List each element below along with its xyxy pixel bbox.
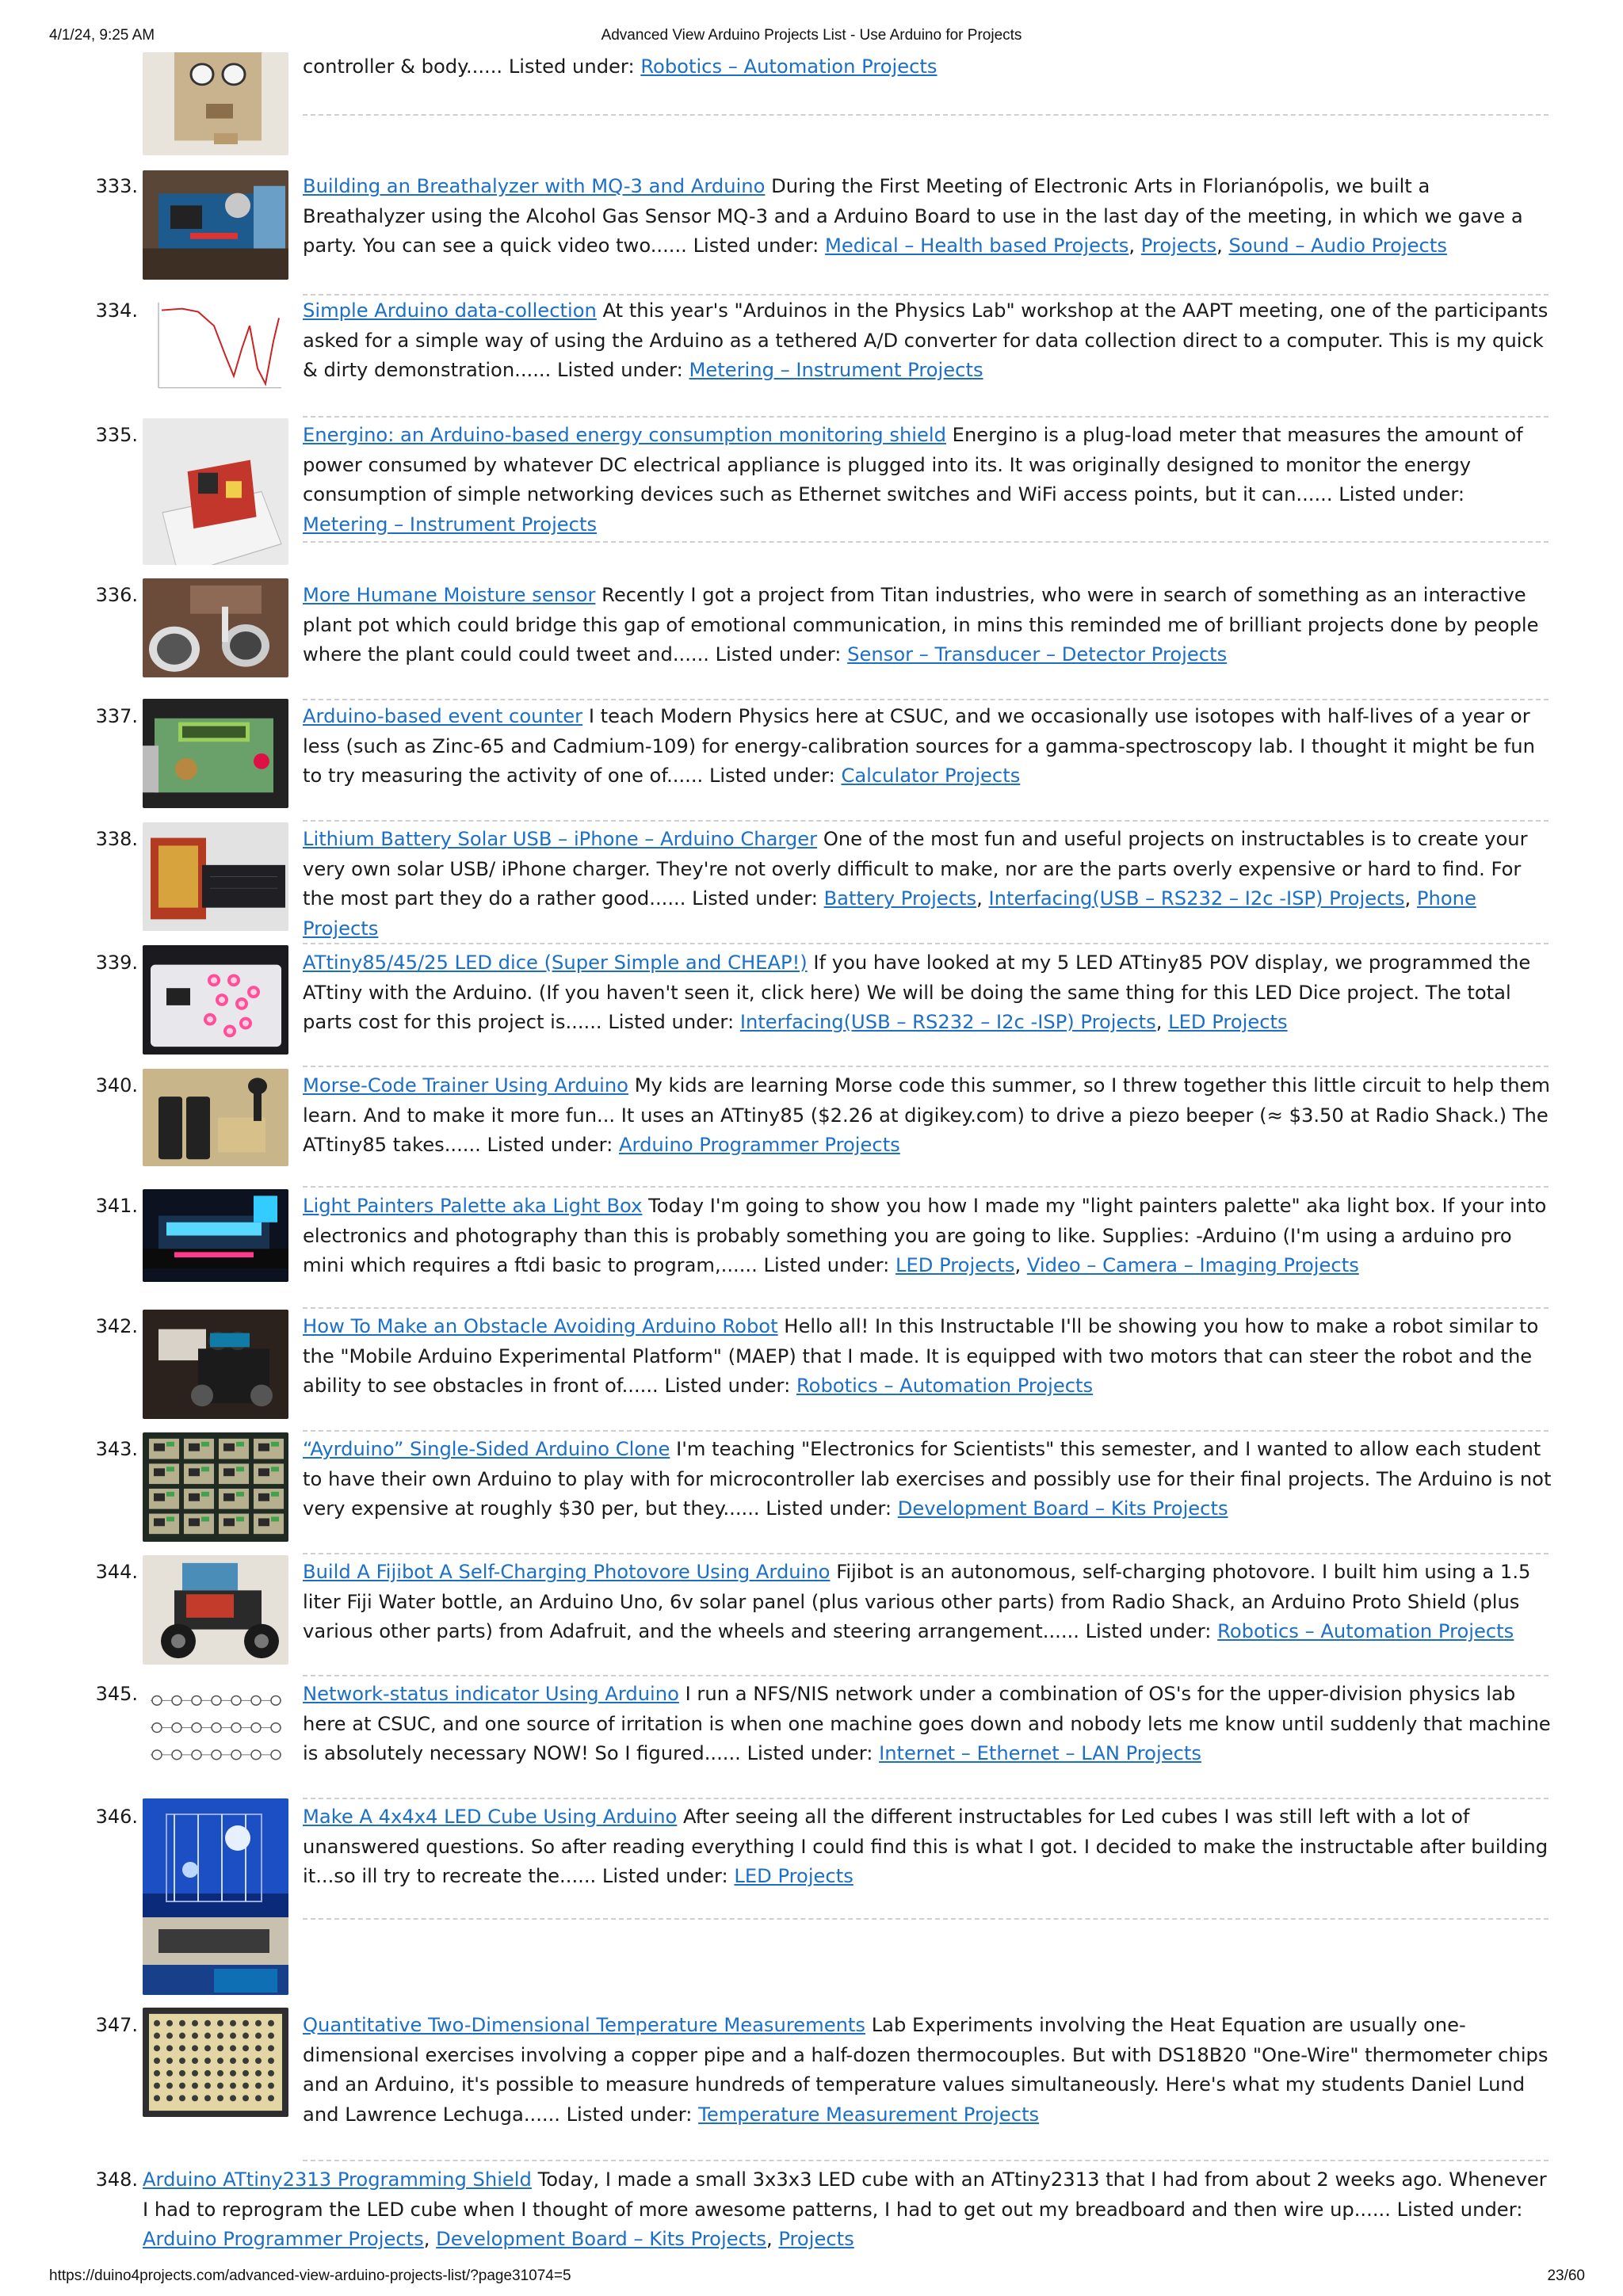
listed-under-label: Listed under: (557, 359, 683, 381)
listed-under-label: Listed under: (1338, 483, 1465, 505)
print-datetime: 4/1/24, 9:25 AM (49, 27, 155, 44)
project-entry: Arduino ATtiny2313 Programming Shield Today, I made a small 3x3x3 LED cube with an ATtiny2313 that I had from about 2 weeks ago. Whenever I had to reprogram the LED cube when I thought of more awesome patterns, I had to get out my breadboard and then wire up...... Listed under: Arduino Programmer Projects, Development Board – Kits Projects, Projects (143, 2168, 1547, 2250)
project-title-link[interactable]: Arduino-based event counter (303, 705, 583, 727)
category-link[interactable]: Robotics – Automation Projects (796, 1375, 1094, 1397)
project-thumbnail[interactable] (143, 945, 288, 1055)
project-description: Today, I made a small 3x3x3 LED cube with an ATtiny2313 that I had from about 2 weeks ago. Whenever I had to reprogram the LED cube when I thought of more awesome patterns, I had to get out my breadboard and then wire up...... (143, 2168, 1547, 2221)
listed-under-label: Listed under: (692, 887, 818, 910)
category-link[interactable]: LED Projects (896, 1254, 1015, 1276)
project-description: controller & body...... (303, 55, 503, 78)
category-link[interactable]: Arduino Programmer Projects (619, 1134, 900, 1156)
project-description: After seeing all the different instructables for Led cubes I was still left with a lot of unanswered questions. So after reading everything I could find this is what I got. I decided to make the instructable after building it...so ill try to recreate the...... (303, 1806, 1549, 1887)
project-title-link[interactable]: Light Painters Palette aka Light Box (303, 1195, 643, 1217)
entry-separator (303, 820, 1549, 822)
category-link[interactable]: Medical – Health based Projects (825, 235, 1129, 257)
entry-separator (303, 1307, 1549, 1309)
page-title: Advanced View Arduino Projects List - Use Arduino for Projects (601, 27, 1022, 44)
entry-number: 344. (95, 1561, 138, 1583)
project-title-link[interactable]: Morse-Code Trainer Using Arduino (303, 1074, 628, 1097)
category-link[interactable]: Interfacing(USB – RS232 – I2c -ISP) Projects (739, 1011, 1156, 1033)
project-entry (303, 1312, 1555, 1402)
project-entry (303, 581, 1555, 670)
listed-under-label: Listed under: (566, 2103, 693, 2126)
project-entry: Building an Breathalyzer with MQ-3 and Arduino During the First Meeting of Electronic Arts in Florianópolis, we built a Breathalyzer using the Alcohol Gas Sensor MQ-3 and a Arduino Board to use in the last day of the meeting, in which we gave a party. You can see a quick video two...... Listed under: Medical – Health based Projects, Projects, Sound – Audio Projects (303, 175, 1523, 257)
project-thumbnail[interactable] (143, 578, 288, 677)
entry-number: 342. (95, 1315, 138, 1337)
entry-separator (303, 1798, 1549, 1799)
project-thumbnail[interactable] (143, 1677, 288, 1786)
category-link[interactable]: Robotics – Automation Projects (640, 55, 938, 78)
listed-under-label: Listed under: (508, 55, 635, 78)
category-link[interactable]: Development Board – Kits Projects (897, 1497, 1228, 1520)
project-description: I'm teaching "Electronics for Scientists" this semester, and I wanted to allow each student to have their own Arduino to play with for microcontroller lab exercises and possibly use for their final projects. The Arduino is not very expensive at roughly $30 per, but they...... (303, 1438, 1552, 1520)
project-entry (303, 1071, 1555, 1161)
listed-under-label: Listed under: (693, 235, 819, 257)
project-thumbnail[interactable] (143, 2008, 288, 2117)
category-link[interactable]: Sound – Audio Projects (1228, 235, 1447, 257)
project-title-link[interactable]: Network-status indicator Using Arduino (303, 1683, 679, 1705)
category-link[interactable]: Battery Projects (823, 887, 977, 910)
project-entry: ATtiny85/45/25 LED dice (Super Simple and CHEAP!) If you have looked at my 5 LED ATtiny85 POV display, we programmed the ATtiny with the Arduino. (If you haven't seen it, click here) We will be doing the same thing for this LED Dice project. The total parts cost for this project is...... Listed under: Interfacing(USB – RS232 – I2c -ISP) Projects, LED Projects (303, 952, 1531, 1033)
entry-number: 339. (95, 952, 138, 974)
project-thumbnail[interactable] (143, 1798, 288, 1995)
project-title-link[interactable]: Arduino ATtiny2313 Programming Shield (143, 2168, 532, 2191)
listed-under-label: Listed under: (747, 1742, 873, 1764)
entry-number: 345. (95, 1683, 138, 1705)
project-thumbnail[interactable] (143, 699, 288, 808)
category-link[interactable]: Robotics – Automation Projects (1217, 1620, 1514, 1642)
project-entry (303, 1802, 1555, 1892)
project-entry (303, 421, 1555, 540)
entry-number: 337. (95, 705, 138, 727)
project-description: I run a NFS/NIS network under a combination of OS's for the upper-division physics lab here at CSUC, and one source of irritation is when one machine goes down and nobody lets me know until suddenly that machine is absolutely necessary NOW! So I figured...... (303, 1683, 1551, 1764)
page-number: 23/60 (1547, 2267, 1585, 2284)
project-title-link[interactable]: More Humane Moisture sensor (303, 584, 596, 606)
entry-number: 346. (95, 1806, 138, 1828)
project-entry: Lithium Battery Solar USB – iPhone – Arduino Charger One of the most fun and useful projects on instructables is to create your very own solar USB/ iPhone charger. They're not overly difficult to make, nor are the parts overly expensive or hard to find. For the most part they do a rather good...... Listed under: Battery Projects, Interfacing(USB – RS232 – I2c -ISP) Projects, Phone Projects (303, 828, 1528, 940)
project-title-link[interactable]: Building an Breathalyzer with MQ-3 and Arduino (303, 175, 766, 197)
category-link[interactable]: Projects (1140, 235, 1217, 257)
project-title-link[interactable]: Energino: an Arduino-based energy consumption monitoring shield (303, 424, 946, 446)
project-thumbnail[interactable] (143, 822, 288, 931)
project-title-link[interactable]: Make A 4x4x4 LED Cube Using Arduino (303, 1806, 678, 1828)
project-description: Hello all! In this Instructable I'll be showing you how to make a robot similar to the "Mobile Arduino Experimental Platform" (MAEP) that I made. It is equipped with two motors that can steer the robot and the ability to see obstacles in front of...... (303, 1315, 1539, 1397)
entry-number: 347. (95, 2014, 138, 2036)
entry-number: 333. (95, 175, 138, 197)
project-title-link[interactable]: Simple Arduino data-collection (303, 299, 597, 322)
entry-number: 338. (95, 828, 138, 850)
entry-separator (303, 1430, 1549, 1432)
project-description: I teach Modern Physics here at CSUC, and we occasionally use isotopes with half-lives of a year or less (such as Zinc-65 and Cadmium-109) for energy-calibration sources for a gamma-spectroscopy lab. I thought it might be fun to try measuring the activity of one of...... (303, 705, 1535, 787)
project-title-link[interactable]: How To Make an Obstacle Avoiding Arduino Robot (303, 1315, 778, 1337)
category-link[interactable]: Development Board – Kits Projects (436, 2228, 766, 2250)
project-entry (303, 1558, 1555, 1647)
entry-number: 336. (95, 584, 138, 606)
entry-separator (303, 541, 1549, 543)
listed-under-label: Listed under: (1396, 2198, 1523, 2221)
category-link[interactable]: LED Projects (1168, 1011, 1288, 1033)
page-url: https://duino4projects.com/advanced-view-arduino-projects-list/?page31074=5 (49, 2267, 571, 2284)
project-thumbnail[interactable] (143, 1189, 288, 1282)
project-entry (303, 52, 1555, 82)
project-thumbnail[interactable] (143, 1069, 288, 1166)
entry-number: 343. (95, 1438, 138, 1460)
listed-under-label: Listed under: (664, 1375, 791, 1397)
listed-under-label: Listed under: (1085, 1620, 1212, 1642)
listed-under-label: Listed under: (608, 1011, 735, 1033)
project-thumbnail[interactable] (143, 295, 288, 403)
project-description: During the First Meeting of Electronic Arts in Florianópolis, we built a Breathalyzer using the Alcohol Gas Sensor MQ-3 and a Arduino Board to use in the last day of the meeting, in which we gave a party. You can see a quick video two...... (303, 175, 1523, 257)
category-link[interactable]: Phone Projects (303, 887, 1476, 940)
category-link[interactable]: Video – Camera – Imaging Projects (1026, 1254, 1359, 1276)
entry-separator (303, 699, 1549, 700)
project-entry: Light Painters Palette aka Light Box Today I'm going to show you how I made my "light painters palette" aka light box. If your into electronics and photography than this is probably something you are going to like. Supplies: -Arduino (I'm using a arduino pro mini which requires a ftdi basic to program,...... Listed under: LED Projects, Video – Camera – Imaging Projects (303, 1195, 1547, 1276)
listed-under-label: Listed under: (763, 1254, 890, 1276)
entry-separator (303, 416, 1549, 418)
category-link[interactable]: Calculator Projects (841, 765, 1021, 787)
project-entry (303, 1435, 1555, 1524)
category-link[interactable]: Interfacing(USB – RS232 – I2c -ISP) Projects (988, 887, 1405, 910)
project-title-link[interactable]: “Ayrduino” Single-Sided Arduino Clone (303, 1438, 670, 1460)
entry-number: 340. (95, 1074, 138, 1097)
project-entry (303, 702, 1555, 791)
entry-separator (303, 1675, 1549, 1676)
listed-under-label: Listed under: (766, 1497, 892, 1520)
entry-number: 341. (95, 1195, 138, 1217)
category-link[interactable]: Arduino Programmer Projects (143, 2228, 424, 2250)
project-description: One of the most fun and useful projects on instructables is to create your very own solar USB/ iPhone charger. They're not overly difficult to make, nor are the parts overly expensive or hard to find. For the most part they do a rather good...... (303, 828, 1528, 910)
project-description: Recently I got a project from Titan industries, who were in search of something as an interactive plant pot which could bridge this gap of emotional communication, in mins this reminded me of brilliant projects done by people where the plant could could tweet and...... (303, 584, 1539, 666)
category-link[interactable]: Internet – Ethernet – LAN Projects (879, 1742, 1201, 1764)
project-thumbnail[interactable] (143, 170, 288, 280)
entry-number: 334. (95, 299, 138, 322)
entry-separator (303, 294, 1549, 296)
project-thumbnail[interactable] (143, 52, 288, 155)
listed-under-label: Listed under: (708, 765, 835, 787)
project-title-link[interactable]: Lithium Battery Solar USB – iPhone – Arduino Charger (303, 828, 818, 850)
entry-separator (303, 1553, 1549, 1554)
entry-separator (303, 1066, 1549, 1067)
project-description: Lab Experiments involving the Heat Equation are usually one-dimensional exercises involving a copper pipe and a half-dozen thermocouples. But with DS18B20 "One-Wire" thermometer chips and an Arduino, it's possible to measure hundreds of temperature values simultaneously. Here's what my students Daniel Lund and Lawrence Lechuga...... (303, 2014, 1549, 2126)
project-entry (303, 2011, 1555, 2130)
project-title-link[interactable]: Build A Fijibot A Self-Charging Photovore Using Arduino (303, 1561, 831, 1583)
project-description: If you have looked at my 5 LED ATtiny85 POV display, we programmed the ATtiny with the Arduino. (If you haven't seen it, click here) We will be doing the same thing for this LED Dice project. The total parts cost for this project is...... (303, 952, 1531, 1033)
project-title-link[interactable]: ATtiny85/45/25 LED dice (Super Simple and CHEAP!) (303, 952, 808, 974)
entry-separator (303, 2160, 1549, 2161)
project-description: Today I'm going to show you how I made my "light painters palette" aka light box. If your into electronics and photography than this is probably something you are going to like. Supplies: -Arduino (I'm using a arduino pro mini which requires a ftdi basic to program,...... (303, 1195, 1547, 1276)
category-link[interactable]: Projects (778, 2228, 854, 2250)
project-entry (303, 1680, 1555, 1769)
project-thumbnail[interactable] (143, 1432, 288, 1542)
listed-under-label: Listed under: (715, 643, 842, 666)
entry-number: 348. (95, 2168, 138, 2191)
category-link[interactable]: Metering – Instrument Projects (689, 359, 983, 381)
project-thumbnail[interactable] (143, 418, 288, 565)
project-thumbnail[interactable] (143, 1310, 288, 1419)
project-description: Energino is a plug-load meter that measures the amount of power consumed by whatever DC electrical appliance is plugged into its. It was originally designed to monitor the energy consumption of simple networking devices such as Ethernet switches and WiFi access points, but it can...... (303, 424, 1523, 505)
listed-under-label: Listed under: (487, 1134, 613, 1156)
entry-separator (303, 114, 1549, 116)
entry-number: 335. (95, 424, 138, 446)
project-description: At this year's "Arduinos in the Physics Lab" workshop at the AAPT meeting, one of the participants asked for a simple way of using the Arduino as a tethered A/D converter for data collection direct to a computer. This is my quick & dirty demonstration...... (303, 299, 1549, 381)
category-link[interactable]: Metering – Instrument Projects (303, 513, 598, 536)
project-entry (303, 296, 1555, 386)
category-link[interactable]: LED Projects (734, 1865, 854, 1887)
project-title-link[interactable]: Quantitative Two-Dimensional Temperature Measurements (303, 2014, 865, 2036)
category-link[interactable]: Temperature Measurement Projects (698, 2103, 1040, 2126)
listed-under-label: Listed under: (601, 1865, 728, 1887)
entry-separator (303, 1186, 1549, 1188)
project-description: My kids are learning Morse code this summer, so I threw together this little circuit to help them learn. And to make it more fun... It uses an ATtiny85 ($2.26 at digikey.com) to drive a piezo beeper (≈ $3.50 at Radio Shack.) The ATtiny85 takes...... (303, 1074, 1550, 1156)
entry-separator (303, 943, 1549, 944)
entry-separator (303, 1918, 1549, 1920)
project-thumbnail[interactable] (143, 1555, 288, 1665)
category-link[interactable]: Sensor – Transducer – Detector Projects (847, 643, 1228, 666)
project-description: Fijibot is an autonomous, self-charging photovore. I built him using a 1.5 liter Fiji Water bottle, an Arduino Uno, 6v solar panel (plus various other parts) from Radio Shack, an Arduino Proto Shield (plus various other parts) from Adafruit, and the wheels and steering arrangement...... (303, 1561, 1531, 1642)
